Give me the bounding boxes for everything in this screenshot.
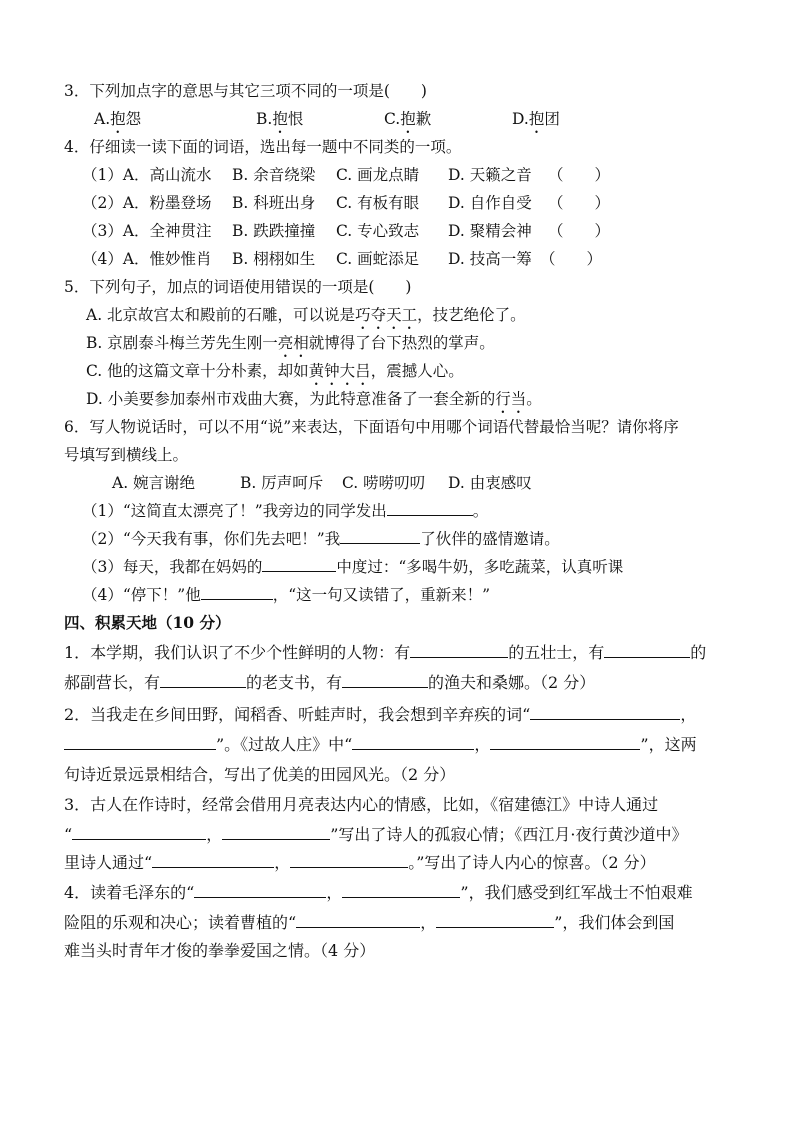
prompt-text: ”，我们感受到红军战士不怕艰难 — [460, 883, 693, 902]
option-text: D. 小美要参加泰州市戏曲大赛，为此特意准备了一套全新的 — [86, 390, 496, 408]
q4-row-option-b: B. 栩栩如生 — [232, 250, 316, 268]
fill-blank[interactable] — [604, 642, 690, 658]
dotted-char: 抱 — [110, 110, 126, 128]
s4-q2-line3 — [64, 764, 455, 786]
q3-options — [0, 108, 794, 130]
sentence-text: （3）每天，我都在妈妈的 — [82, 558, 263, 576]
q4-row-1 — [0, 164, 794, 186]
fill-blank[interactable] — [290, 852, 408, 868]
fill-blank[interactable] — [222, 824, 330, 840]
q4-row-option-b: B. 科班出身 — [232, 194, 316, 212]
s4-q2-line2 — [64, 734, 697, 756]
fill-blank[interactable] — [490, 734, 640, 750]
dotted-char: 抱 — [400, 110, 416, 128]
q4-row-option-d: D. 自作自受 — [448, 194, 532, 212]
q4-row-4 — [0, 248, 794, 270]
prompt-text: ”，我们体会到国 — [554, 913, 675, 932]
prompt-text: 的老支书，有 — [246, 673, 343, 692]
q3-option-a — [94, 108, 141, 137]
s4-q4-line3 — [64, 940, 375, 962]
q5-option-b — [86, 332, 495, 361]
q6-option-c: C. 唠唠叨叨 — [342, 474, 426, 492]
q4-row-option-b: B. 余音绕梁 — [232, 166, 316, 184]
answer-paren: （ ） — [548, 194, 611, 212]
option-text: ，技艺绝伦了。 — [417, 306, 526, 324]
fill-blank[interactable] — [410, 642, 508, 658]
fill-blank[interactable] — [530, 704, 680, 720]
prompt-text: 郝副营长，有 — [64, 673, 161, 692]
s4-q4-line2 — [64, 912, 674, 934]
answer-paren: （ ） — [540, 250, 603, 268]
option-rest: 恨 — [287, 110, 304, 128]
fill-blank[interactable] — [262, 556, 336, 572]
sentence-text: （1）“这简直太漂亮了！”我旁边的同学发出 — [82, 502, 387, 520]
q5-stem — [64, 276, 411, 298]
answer-paren: （ ） — [548, 166, 611, 184]
q6-sentence-3 — [82, 556, 623, 578]
q6-option-d: D. 由衷感叹 — [448, 474, 532, 492]
prompt-text: ， — [326, 883, 343, 902]
option-letter: B. — [256, 110, 273, 128]
q4-row-option-a: （3）A．全神贯注 — [82, 222, 212, 240]
q4-row-option-c: C. 有板有眼 — [336, 194, 420, 212]
sentence-text: （2）“今天我有事，你们先去吧！”我 — [82, 530, 341, 548]
s4-q3-line2 — [64, 824, 687, 846]
prompt-text: 里诗人通过“ — [64, 853, 153, 872]
q3-stem-text: 3．下列加点字的意思与其它三项不同的一项是( ) — [64, 82, 427, 100]
prompt-text: 险阻的乐观和决心；读着曹植的“ — [64, 913, 297, 932]
prompt-text: 句诗近景远景相结合，写出了优美的田园风光。（2 分） — [64, 765, 456, 784]
q4-row-option-b: B. 跌跌撞撞 — [232, 222, 316, 240]
option-rest: 怨 — [125, 110, 142, 128]
prompt-text: ， — [206, 825, 223, 844]
q5-option-c — [86, 360, 464, 389]
fill-blank[interactable] — [64, 734, 216, 750]
q6-option-a: A. 婉言谢绝 — [112, 474, 196, 492]
sentence-text: 了伙伴的盛情邀请。 — [420, 530, 560, 548]
dotted-char: 抱 — [528, 110, 545, 128]
option-text: B. 京剧泰斗梅兰芳先生刚一 — [86, 334, 278, 352]
q6-stem-line1 — [64, 416, 679, 438]
prompt-text: 的 — [690, 643, 707, 662]
dotted-char: 抱 — [272, 110, 288, 128]
prompt-text: 2．当我走在乡间田野，闻稻香、听蛙声时，我会想到辛弃疾的词“ — [64, 705, 531, 724]
q4-row-option-a: （1）A．高山流水 — [82, 166, 212, 184]
prompt-text: 3．古人在作诗时，经常会借用月亮表达内心的情感，比如，《宿建德江》中诗人通过 — [64, 795, 659, 814]
q4-row-option-c: C. 画蛇添足 — [336, 250, 420, 268]
q4-row-option-a: （2）A．粉墨登场 — [82, 194, 212, 212]
prompt-text: ， — [474, 735, 491, 754]
fill-blank[interactable] — [340, 528, 420, 544]
s4-q1-line1 — [64, 642, 706, 664]
option-letter: A. — [94, 110, 111, 128]
fill-blank[interactable] — [152, 852, 274, 868]
q3-stem — [64, 80, 427, 102]
fill-blank[interactable] — [72, 824, 206, 840]
q4-row-option-d: D. 聚精会神 — [448, 222, 532, 240]
prompt-text: 。”写出了诗人内心的惊喜。（2 分） — [408, 853, 656, 872]
prompt-text: ， — [420, 913, 437, 932]
fill-blank[interactable] — [201, 584, 273, 600]
dotted-phrase: 黄钟大吕 — [308, 362, 371, 380]
q4-row-option-d: D. 技高一筹 — [448, 250, 532, 268]
q4-row-option-a: （4）A．惟妙惟肖 — [82, 250, 212, 268]
fill-blank[interactable] — [296, 912, 420, 928]
fill-blank[interactable] — [342, 882, 460, 898]
q3-option-d — [512, 108, 560, 137]
q4-stem-text: 4．仔细读一读下面的词语，选出每一题中不同类的一项。 — [64, 138, 462, 156]
q6-options — [0, 472, 794, 494]
q4-row-2 — [0, 192, 794, 214]
q6-stem-text: 6．写人物说话时，可以不用“说”来表达，下面语句中用哪个词语代替最恰当呢？请你将序 — [64, 418, 679, 436]
option-rest: 团 — [544, 110, 560, 128]
prompt-text: “ — [64, 825, 73, 844]
fill-blank[interactable] — [342, 672, 428, 688]
s4-q4-line1 — [64, 882, 693, 904]
option-text: ，震撼人心。 — [370, 362, 464, 380]
q3-option-c — [384, 108, 431, 137]
option-rest: 歉 — [415, 110, 432, 128]
q4-row-option-c: C. 画龙点睛 — [336, 166, 420, 184]
prompt-text: 难当头时青年才俊的拳拳爱国之情。（4 分） — [64, 941, 376, 960]
dotted-phrase: 亮相 — [277, 334, 309, 352]
q6-stem-line2 — [64, 444, 188, 466]
option-text: A. 北京故宫太和殿前的石雕，可以说是 — [86, 306, 356, 324]
s4-q3-line1 — [64, 794, 658, 816]
q6-sentence-1 — [82, 500, 488, 522]
q4-row-3 — [0, 220, 794, 242]
s4-q1-line2 — [64, 672, 595, 694]
prompt-text: ”写出了诗人的孤寂心情；《西江月·夜行黄沙道中》 — [330, 825, 688, 844]
q4-row-option-d: D. 天籁之音 — [448, 166, 532, 184]
s4-q3-line3 — [64, 852, 656, 874]
option-letter: D. — [512, 110, 529, 128]
section-heading-text: 四、积累天地（10 分） — [64, 613, 231, 632]
fill-blank[interactable] — [194, 882, 326, 898]
q5-stem-text: 5．下列句子，加点的词语使用错误的一项是( ) — [64, 278, 412, 296]
sentence-text: 。 — [472, 502, 489, 520]
section-heading — [64, 612, 230, 634]
fill-blank[interactable] — [352, 734, 474, 750]
option-letter: C. — [384, 110, 401, 128]
prompt-text: ”。《过故人庄》中“ — [216, 735, 353, 754]
fill-blank[interactable] — [387, 500, 473, 516]
q4-row-option-c: C. 专心致志 — [336, 222, 420, 240]
answer-paren: （ ） — [548, 222, 611, 240]
dotted-phrase: 行当 — [495, 390, 527, 408]
q6-option-b: B. 厉声呵斥 — [240, 474, 324, 492]
q5-option-a — [86, 304, 526, 333]
q5-option-d — [86, 388, 542, 417]
prompt-text: ”，这两 — [640, 735, 697, 754]
sentence-text: （4）“停下！”他 — [82, 586, 201, 604]
q4-stem — [64, 136, 461, 158]
q6-sentence-4 — [82, 584, 490, 606]
q3-option-b — [256, 108, 303, 137]
dotted-phrase: 巧夺天工 — [355, 306, 418, 324]
prompt-text: 的五壮士，有 — [508, 643, 605, 662]
s4-q2-line1 — [64, 704, 696, 726]
sentence-text: 中度过：“多喝牛奶，多吃蔬菜，认真听课 — [336, 558, 624, 576]
q6-sentence-2 — [82, 528, 560, 550]
prompt-text: ， — [680, 705, 697, 724]
option-text: 就博得了台下热烈的掌声。 — [308, 334, 495, 352]
prompt-text: 1．本学期，我们认识了不少个性鲜明的人物：有 — [64, 643, 411, 662]
option-text: C. 他的这篇文章十分朴素，却如 — [86, 362, 309, 380]
fill-blank[interactable] — [436, 912, 554, 928]
q6-stem-text: 号填写到横线上。 — [64, 446, 189, 464]
prompt-text: 4．读着毛泽东的“ — [64, 883, 195, 902]
prompt-text: ， — [274, 853, 291, 872]
prompt-text: 的渔夫和桑娜。（2 分） — [428, 673, 596, 692]
fill-blank[interactable] — [160, 672, 246, 688]
sentence-text: ，“这一句又读错了，重新来！” — [272, 586, 491, 604]
option-text: 。 — [526, 390, 542, 408]
